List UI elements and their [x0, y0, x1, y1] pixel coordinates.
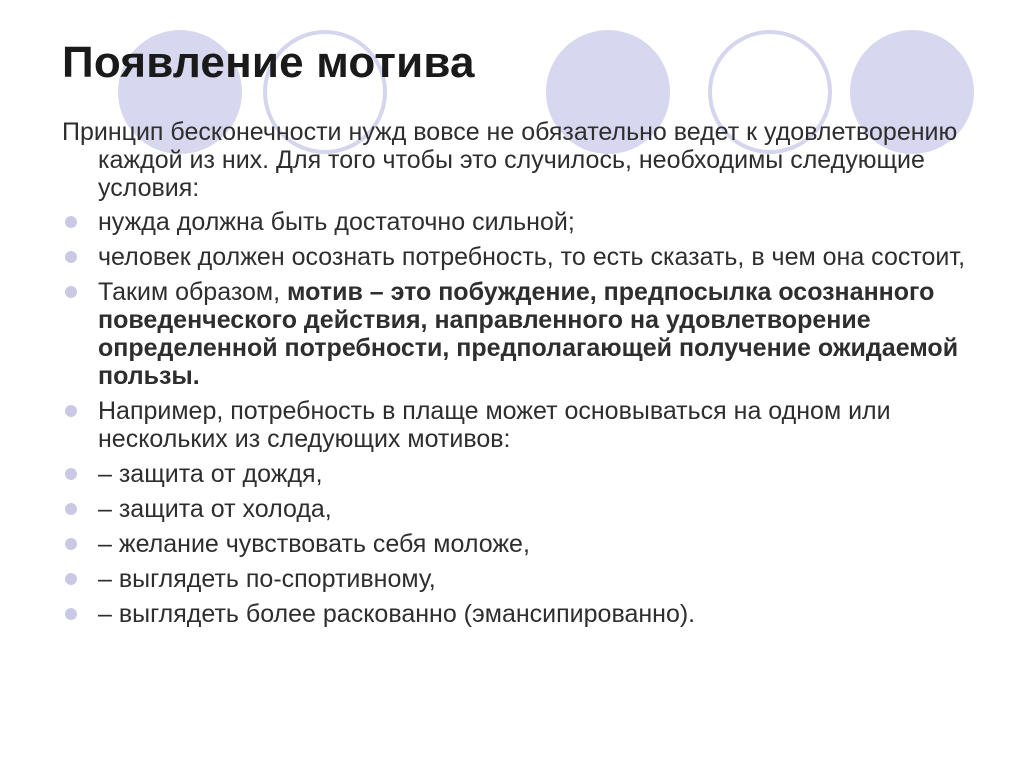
- bullet-item: [62, 208, 982, 236]
- bullet-text: – желание чувствовать себя моложе,: [98, 530, 530, 558]
- bullet-item: [62, 565, 982, 593]
- bullet-dot-icon: [65, 216, 77, 228]
- bullet-item: [62, 243, 982, 271]
- bullet-dot-icon: [65, 503, 77, 515]
- bullet-text: нужда должна быть достаточно сильной;: [98, 208, 575, 236]
- bullet-dot-icon: [65, 405, 77, 417]
- bullet-text: – выглядеть более раскованно (эмансипированно).: [98, 600, 696, 628]
- bullet-item: [62, 397, 982, 453]
- bullet-item: [62, 600, 982, 628]
- bullet-text: – выглядеть по-спортивному,: [98, 565, 436, 593]
- bullet-text-lead: Таким образом,: [98, 278, 288, 306]
- bullet-item-definition: [62, 278, 982, 390]
- slide-content: [62, 118, 982, 635]
- bullet-text: человек должен осознать потребность, то есть сказать, в чем она состоит,: [98, 243, 966, 271]
- slide-title: Появление мотива: [62, 38, 475, 87]
- bullet-text: Например, потребность в плаще может основываться на одном или нескольких из следующих мотивов:: [98, 397, 891, 453]
- bullet-dot-icon: [65, 251, 77, 263]
- bullet-item: [62, 530, 982, 558]
- bullet-list: [62, 208, 982, 628]
- bullet-dot-icon: [65, 468, 77, 480]
- bullet-dot-icon: [65, 286, 77, 298]
- bullet-dot-icon: [65, 608, 77, 620]
- bullet-dot-icon: [65, 573, 77, 585]
- intro-paragraph: Принцип бесконечности нужд вовсе не обязательно ведет к удовлетворению каждой из них. Для того чтобы это случилось, необходимы следующие условия:: [62, 118, 958, 202]
- bullet-item: [62, 495, 982, 523]
- bullet-text: – защита от дождя,: [98, 460, 323, 488]
- bullet-item: [62, 460, 982, 488]
- bullet-text: – защита от холода,: [98, 495, 332, 523]
- bullet-dot-icon: [65, 538, 77, 550]
- motive-definition: мотив – это побуждение, предпосылка осознанного поведенческого действия, направленного на удовлетворение определенной потребности, предполагающей получение ожидаемой пользы.: [98, 278, 959, 390]
